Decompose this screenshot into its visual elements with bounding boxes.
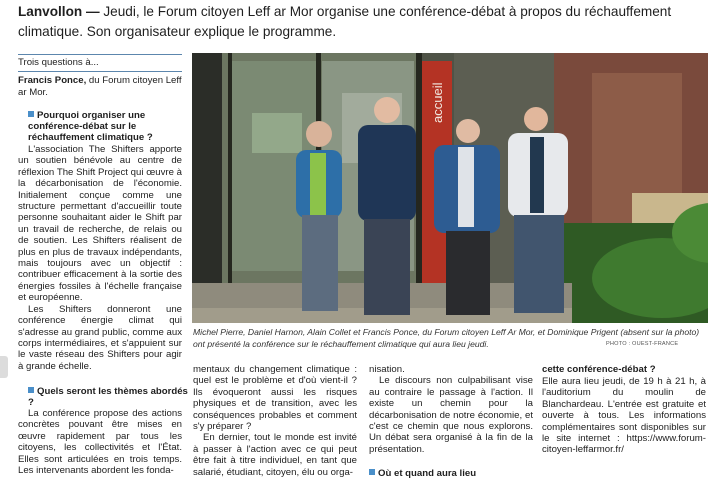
header-rule-bottom	[18, 71, 182, 72]
answer-1-paragraph-2: Les Shifters donneront une conférence énergie climat qui s'adresse au grand public, comme aux corps intermédiaires, et s'appuient sur le vaste réseau des Shifters pour agir à grande échelle.	[18, 303, 182, 372]
person-4	[508, 107, 568, 313]
question-3-text: Où et quand aura lieu	[378, 468, 477, 479]
dateline-place: Lanvollon	[18, 4, 83, 19]
interview-header	[18, 54, 182, 98]
answer-2-paragraph-3: En dernier, tout le monde est invité à passer à l'action avec ce qui peut être fait à titre individuel, en tant que salarié, étudiant, citoyen, élu ou orga-	[193, 432, 357, 478]
header-rule-top	[18, 54, 182, 55]
answer-2-part-1	[18, 408, 182, 476]
accueil-sign-text: accueil	[430, 82, 445, 123]
dateline-dash: —	[82, 4, 104, 19]
answer-2-part-2	[193, 364, 357, 478]
question-3	[369, 468, 519, 479]
question-3-continued: cette conférence-débat ?	[542, 364, 656, 375]
interviewee-affiliation: du Forum citoyen Leff ar Mor.	[18, 75, 182, 98]
answer-3	[542, 376, 706, 456]
question-1	[28, 110, 188, 144]
question-2-text: Quels seront les thèmes abordés ?	[28, 386, 188, 409]
question-2	[28, 386, 188, 408]
answer-3-paragraph: Elle aura lieu jeudi, de 19 h à 21 h, à l'auditorium du moulin de Blanchardeau. L'entrée est gratuite et ouverte à tous. Les informations complémentaires sont disponibles sur le site internet : https://www.forum-citoyen-leffarmor.fr/	[542, 376, 706, 456]
interviewee-name: Francis Ponce,	[18, 75, 87, 86]
square-bullet-icon	[28, 387, 34, 393]
photo-caption: Michel Pierre, Daniel Harnon, Alain Collet et Francis Ponce, du Forum citoyen Leff Ar Mor, et Dominique Prigent (absent sur la photo) ont présenté la conférence sur le réchauffement climatique qui aura lieu jeudi.	[193, 327, 700, 349]
photo-credit: PHOTO : OUEST-FRANCE	[606, 341, 679, 347]
article-lead	[18, 2, 708, 42]
answer-2-part-3	[369, 364, 533, 455]
answer-2-paragraph-1: La conférence propose des actions concrètes pouvant être mises en œuvre rapidement par tous les citoyens, les collectivités et l'État. Elles sont articulées en trois temps. Les intervenants abordent les fonda-	[18, 408, 182, 477]
interviewee-intro	[18, 75, 182, 98]
interview-kicker: Trois questions à...	[18, 57, 99, 68]
group-photo-illustration	[192, 53, 708, 323]
square-bullet-icon	[369, 469, 375, 475]
article-photo	[192, 53, 708, 323]
answer-2-paragraph-5: Le discours non culpabilisant vise au contraire le passage à l'action. Il existe un chemin pour la décarbonisation de notre économie, et c'est ce chemin que nous explorons. Un débat sera organisé à la fin de la présentation.	[369, 375, 533, 455]
answer-1	[18, 144, 182, 372]
page-edge-tab	[0, 356, 8, 378]
lead-text: Jeudi, le Forum citoyen Leff ar Mor organise une conférence-débat à propos du réchauffement climatique. Son organisateur explique le programme.	[18, 4, 672, 39]
square-bullet-icon	[28, 111, 34, 117]
answer-2-paragraph-2: mentaux du changement climatique : quel est le problème et d'où vient-il ? Ils évoqueront aussi les risques physiques et de transition, avec les conséquences probables et comment s'y préparer ?	[193, 364, 357, 433]
person-2	[358, 97, 416, 315]
question-1-text: Pourquoi organiser une conférence-débat sur le réchauffement climatique ?	[28, 110, 153, 144]
answer-2-paragraph-4: nisation.	[369, 364, 405, 375]
answer-1-paragraph-1: L'association The Shifters apporte un soutien bénévole au centre de réflexion The Shift Project qui œuvre à la décarbonisation de l'économie. Initialement conçue comme une structure permettant d'accueillir toute personne souhaitant aider le Shift par un travail de recherche, de relais ou de soutien. Les Shifters réalisent de plus en plus de travaux indépendants, mais toujours avec un objectif : contribuer efficacement à la sortie des énergies fossiles à l'échelle française et européenne.	[18, 144, 182, 304]
